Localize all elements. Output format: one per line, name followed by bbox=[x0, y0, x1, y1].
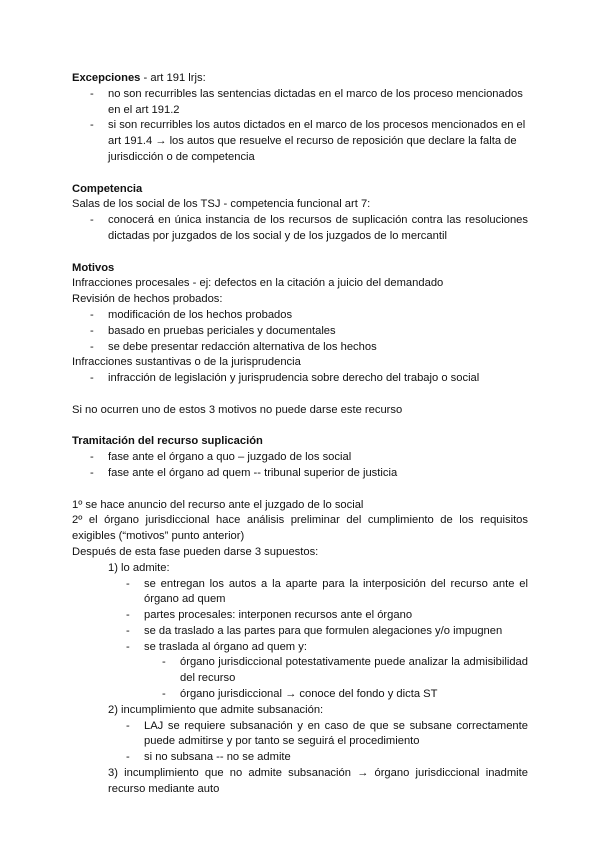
competencia-intro: Salas de los social de los TSJ - competencia funcional art 7: bbox=[72, 198, 371, 211]
list-item: - se entregan los autos a la aparte para la interposición del recurso ante el órgano ad quem bbox=[72, 577, 528, 609]
list-item: - se debe presentar redacción alternativa de los hechos bbox=[72, 340, 528, 356]
tramitacion-list bbox=[72, 450, 528, 482]
case-1-list bbox=[72, 577, 528, 656]
case-1-sublist bbox=[72, 655, 528, 702]
list-item: - LAJ se requiere subsanación y en caso de que se subsane correctamente puede admitirse y por tanto se seguirá el procedimiento bbox=[72, 719, 528, 751]
competencia-heading: Competencia bbox=[72, 182, 143, 195]
list-item: - fase ante el órgano ad quem -- tribunal superior de justicia bbox=[72, 466, 528, 482]
list-item: - fase ante el órgano a quo – juzgado de los social bbox=[72, 450, 528, 466]
list-item: - basado en pruebas periciales y documentales bbox=[72, 324, 528, 340]
excepciones-list bbox=[72, 87, 528, 166]
list-item: - órgano jurisdiccional → conoce del fondo y dicta ST bbox=[72, 687, 528, 703]
tramitacion-step-2: 2º el órgano jurisdiccional hace análisis preliminar del cumplimiento de los requisitos exigibles (“motivos” punto anterior) bbox=[72, 514, 528, 543]
list-item: - si son recurribles los autos dictados en el marco de los procesos mencionados en el art 191.4 → los autos que resuelve el recurso de reposición que declare la falta de jurisdicción o de competencia bbox=[72, 118, 528, 165]
list-item: - órgano jurisdiccional potestativamente puede analizar la admisibilidad del recurso bbox=[72, 655, 528, 687]
tramitacion-heading: Tramitación del recurso suplicación bbox=[72, 435, 263, 448]
list-item: - se da traslado a las partes para que formulen alegaciones y/o impugnen bbox=[72, 624, 528, 640]
case-3-label: 3) incumplimiento que no admite subsanación → órgano jurisdiccional inadmite recurso mediante auto bbox=[108, 767, 528, 795]
motivos-heading: Motivos bbox=[72, 261, 115, 274]
motivos-list-3 bbox=[72, 371, 528, 387]
case-2-list bbox=[72, 719, 528, 766]
list-item: - modificación de los hechos probados bbox=[72, 308, 528, 324]
excepciones-line bbox=[72, 71, 528, 87]
list-item: - conocerá en única instancia de los recursos de suplicación contra las resoluciones dictadas por juzgados de los social y de los juzgados de lo mercantil bbox=[72, 213, 528, 245]
excepciones-tail: - art 191 lrjs: bbox=[140, 72, 206, 84]
excepciones-heading: Excepciones bbox=[72, 72, 141, 84]
list-item: - si no subsana -- no se admite bbox=[72, 750, 528, 766]
document-body bbox=[72, 71, 528, 798]
list-item: - partes procesales: interponen recursos ante el órgano bbox=[72, 608, 528, 624]
motivos-list-2 bbox=[72, 308, 528, 355]
case-2-label: 2) incumplimiento que admite subsanación: bbox=[108, 703, 324, 716]
tramitacion-after: Después de esta fase pueden darse 3 supuestos: bbox=[72, 545, 319, 558]
motivos-line-1: Infracciones procesales - ej: defectos en la citación a juicio del demandado bbox=[72, 277, 444, 290]
list-item: - no son recurribles las sentencias dictadas en el marco de los proceso mencionados en el art 191.2 bbox=[72, 87, 528, 119]
case-1-label: 1) lo admite: bbox=[108, 561, 170, 574]
tramitacion-step-1: 1º se hace anuncio del recurso ante el juzgado de lo social bbox=[72, 498, 364, 511]
motivos-line-2: Revisión de hechos probados: bbox=[72, 293, 223, 306]
list-item: - se traslada al órgano ad quem y: bbox=[72, 640, 528, 656]
motivos-closing: Si no ocurren uno de estos 3 motivos no puede darse este recurso bbox=[72, 403, 403, 416]
list-item: - infracción de legislación y jurisprudencia sobre derecho del trabajo o social bbox=[72, 371, 528, 387]
motivos-line-3: Infracciones sustantivas o de la jurisprudencia bbox=[72, 356, 301, 369]
competencia-list bbox=[72, 213, 528, 245]
